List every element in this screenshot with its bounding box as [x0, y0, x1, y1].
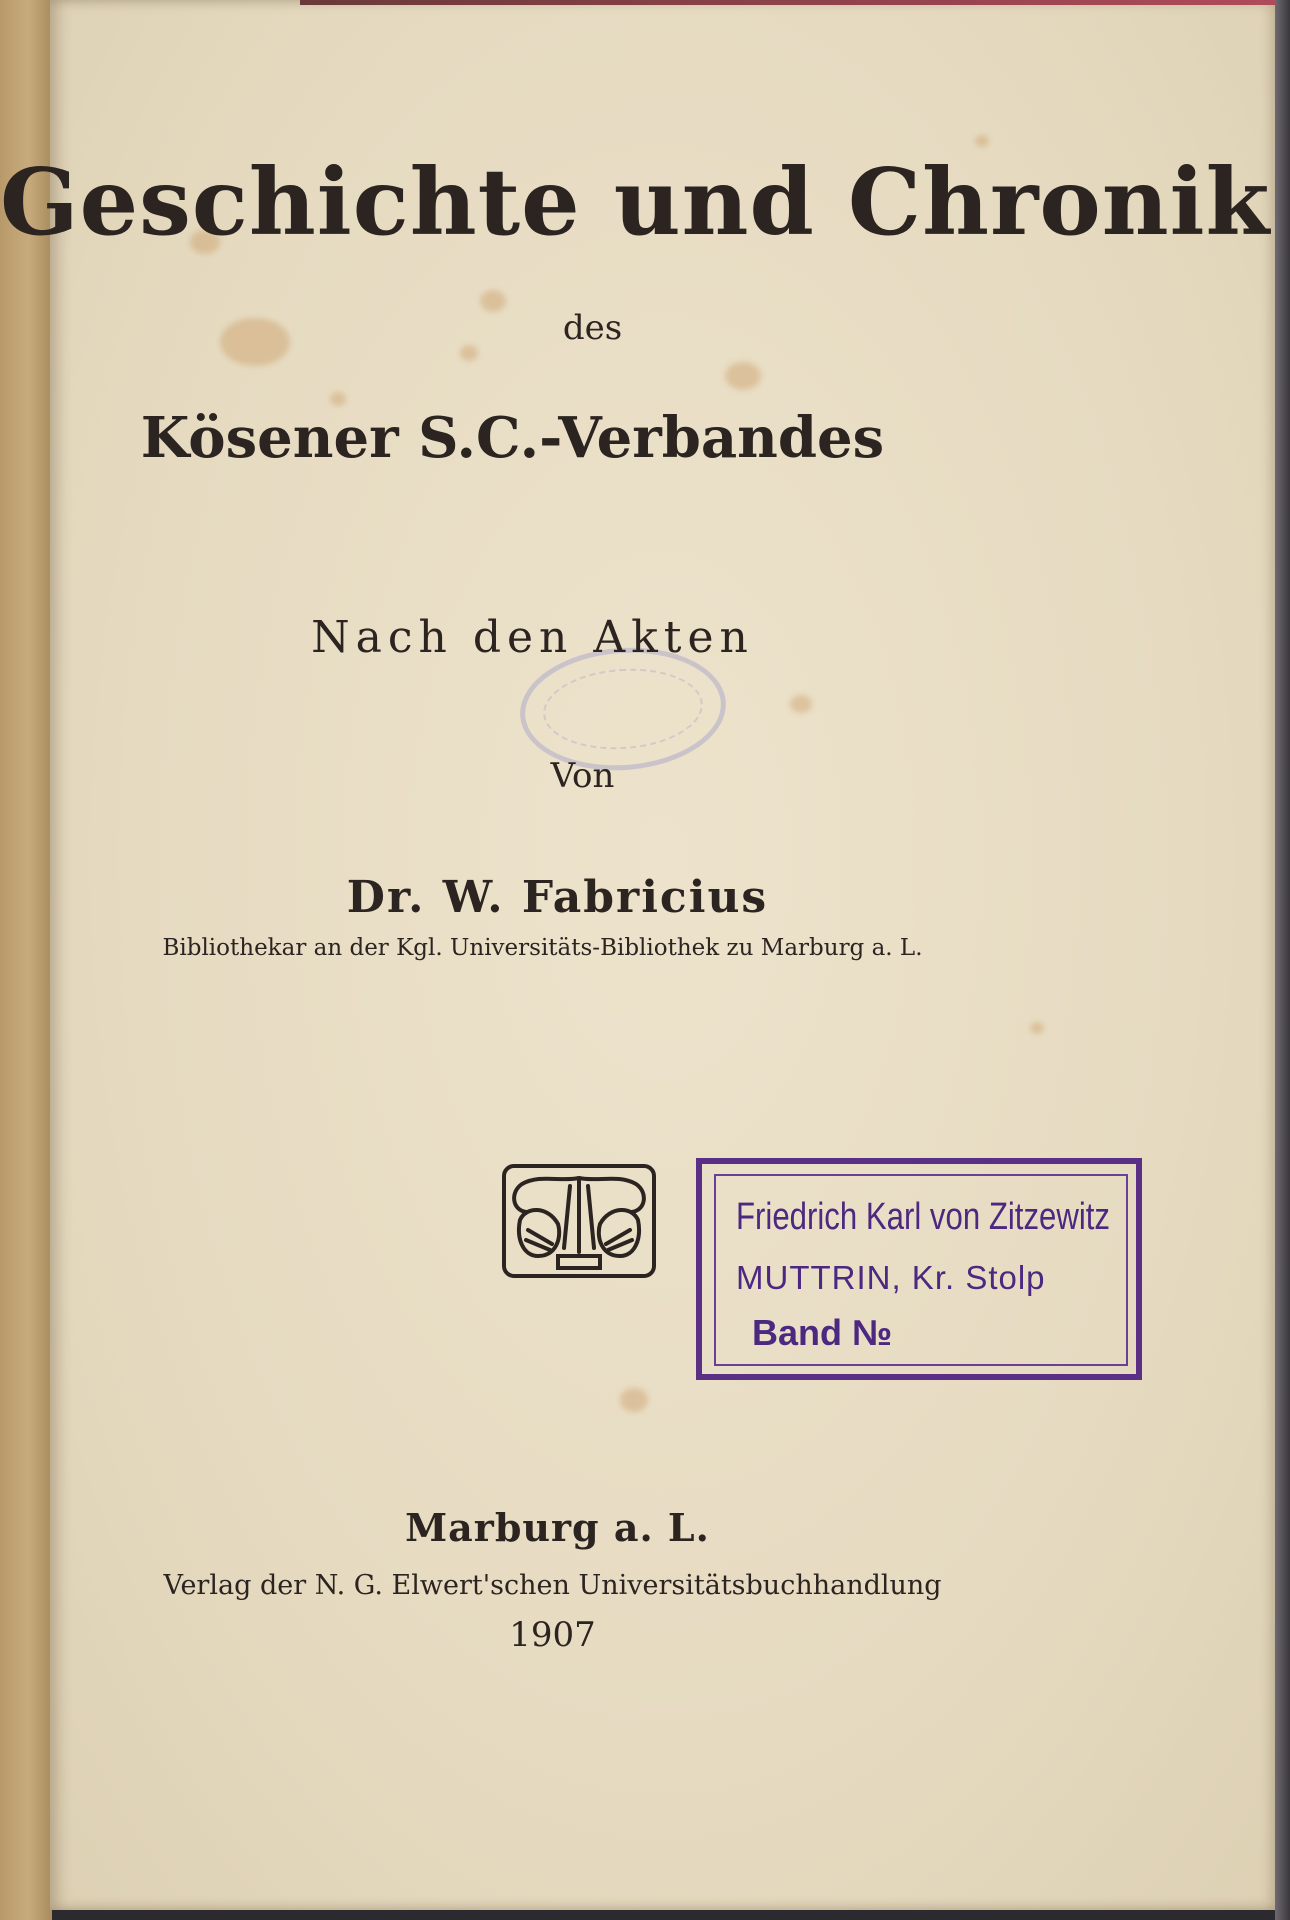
foxing-spot: [330, 392, 346, 406]
foxing-spot: [620, 1388, 648, 1412]
by-line: Von: [550, 756, 615, 796]
author-affiliation: Bibliothekar an der Kgl. Universitäts-Bibliothek zu Marburg a. L.: [162, 935, 923, 961]
scan-right-edge: [1275, 0, 1290, 1920]
imprint-year: 1907: [509, 1615, 596, 1655]
author-name: Dr. W. Fabricius: [346, 872, 769, 923]
foxing-spot: [1030, 1022, 1044, 1034]
foxing-spot: [975, 135, 989, 147]
page-top-edge: [300, 0, 1290, 5]
title-connector: des: [562, 308, 623, 348]
owner-stamp: [696, 1158, 1142, 1380]
book-title: Geschichte und Chronik: [0, 148, 1271, 256]
foxing-spot: [725, 362, 761, 390]
imprint-place: Marburg a. L.: [405, 1505, 710, 1550]
imprint-publisher: Verlag der N. G. Elwert'schen Universitätsbuchhandlung: [163, 1570, 942, 1601]
printers-ornament-icon: [500, 1160, 658, 1282]
foxing-spot: [790, 695, 812, 713]
owner-stamp-volume: Band №: [752, 1312, 893, 1353]
owner-stamp-name: Friedrich Karl von Zitzewitz: [736, 1196, 1111, 1238]
owner-stamp-place: MUTTRIN, Kr. Stolp: [736, 1259, 1046, 1296]
source-note: Nach den Akten: [311, 612, 754, 663]
book-subtitle: Kösener S.C.-Verbandes: [140, 405, 885, 471]
